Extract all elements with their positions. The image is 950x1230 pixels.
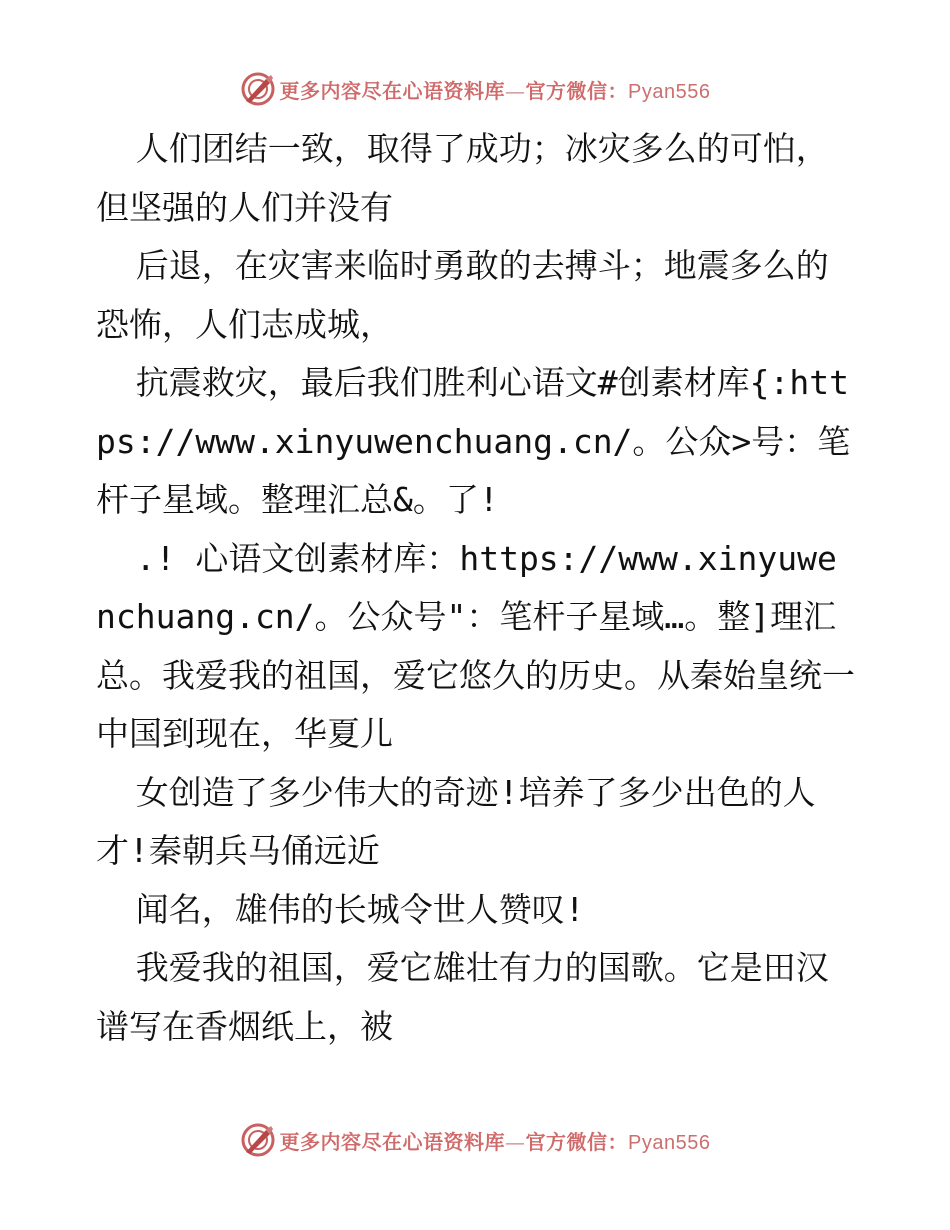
banner-text <box>280 75 711 104</box>
banner-wechat-id: Pyan556 <box>628 1131 711 1154</box>
footer-banner <box>0 1118 950 1162</box>
paragraph: 后退，在灾害来临时勇敢的去搏斗；地震多么的恐怖，人们志成城， <box>96 246 829 344</box>
pen-logo-icon <box>240 1122 276 1158</box>
banner-separator: — <box>505 1129 526 1154</box>
paragraph: 闻名，雄伟的长城令世人赞叹! <box>135 889 585 929</box>
banner-title: 更多内容尽在心语资料库 <box>279 78 506 103</box>
pen-logo-icon <box>240 71 276 107</box>
paragraph: 人们团结一致，取得了成功；冰灾多么的可怕，但坚强的人们并没有 <box>96 129 829 227</box>
paragraph: .! 心语文创素材库：https://www.xinyuwenchuang.cn/。公众号"：笔杆子星域…。整]理汇总。我爱我的祖国，爱它悠久的历史。从秦始皇统一中国到现在，华夏儿 <box>96 538 855 753</box>
banner-title: 更多内容尽在心语资料库 <box>279 1129 506 1154</box>
paragraph: 抗震救灾，最后我们胜利心语文#创素材库{:https://www.xinyuwenchuang.cn/。公众>号：笔杆子星域。整理汇总&。了! <box>96 363 851 519</box>
header-banner <box>0 67 950 111</box>
document-body <box>96 120 856 1056</box>
paragraph: 女创造了多少伟大的奇迹!培养了多少出色的人才!秦朝兵马俑远近 <box>96 772 816 870</box>
banner-official-label: 官方微信： <box>525 1129 629 1154</box>
paragraph: 我爱我的祖国，爱它雄壮有力的国歌。它是田汉谱写在香烟纸上，被 <box>96 948 829 1046</box>
banner-wechat-id: Pyan556 <box>628 80 711 103</box>
banner-official-label: 官方微信： <box>525 78 629 103</box>
banner-separator: — <box>505 78 526 103</box>
banner-text <box>280 1126 711 1155</box>
